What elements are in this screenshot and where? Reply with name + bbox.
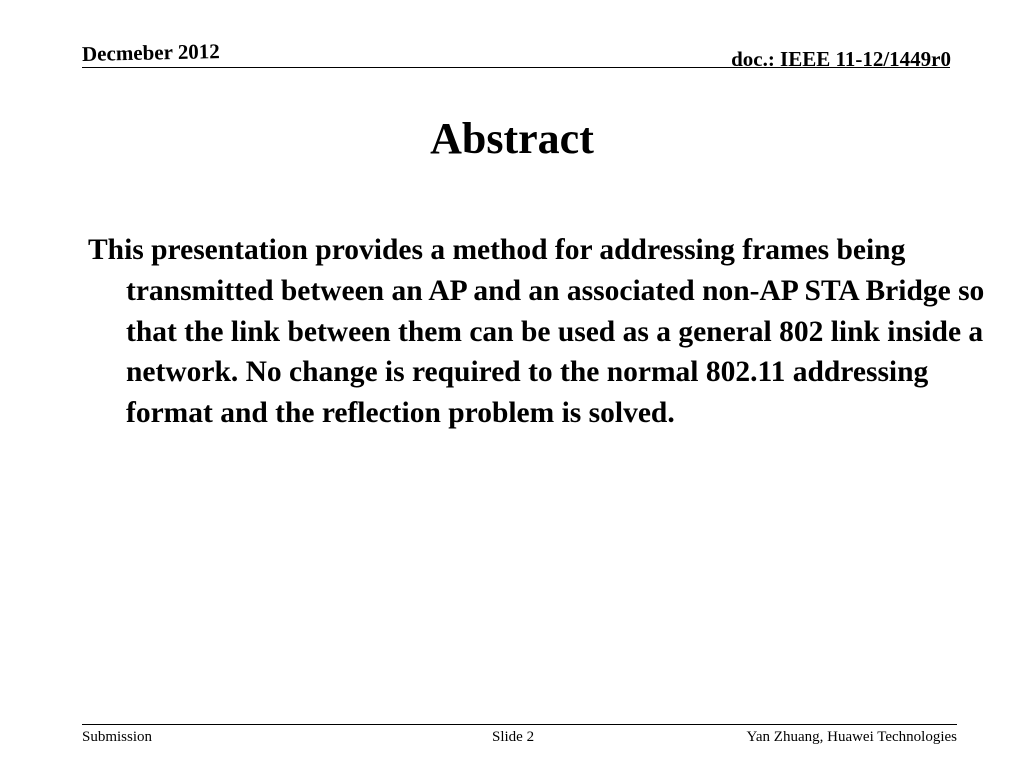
footer-author: Yan Zhuang, Huawei Technologies [746, 729, 957, 745]
header-doc-id: doc.: IEEE 11-12/1449r0 [731, 47, 951, 71]
footer-submission: Submission [82, 729, 153, 745]
abstract-body: This presentation provides a method for addressing frames being transmitted between an AP and an associated non-AP STA Bridge so that the link between them can be used as a general 802 link inside a network. No change is required to the normal 802.11 addressing format and the reflection problem is solved. [88, 234, 985, 430]
slide-title: Abstract [430, 114, 594, 163]
header-date: Decmeber 2012 [81, 39, 221, 66]
footer-divider [82, 724, 957, 725]
footer-slide-number: Slide 2 [492, 729, 535, 745]
header-divider [82, 67, 950, 68]
